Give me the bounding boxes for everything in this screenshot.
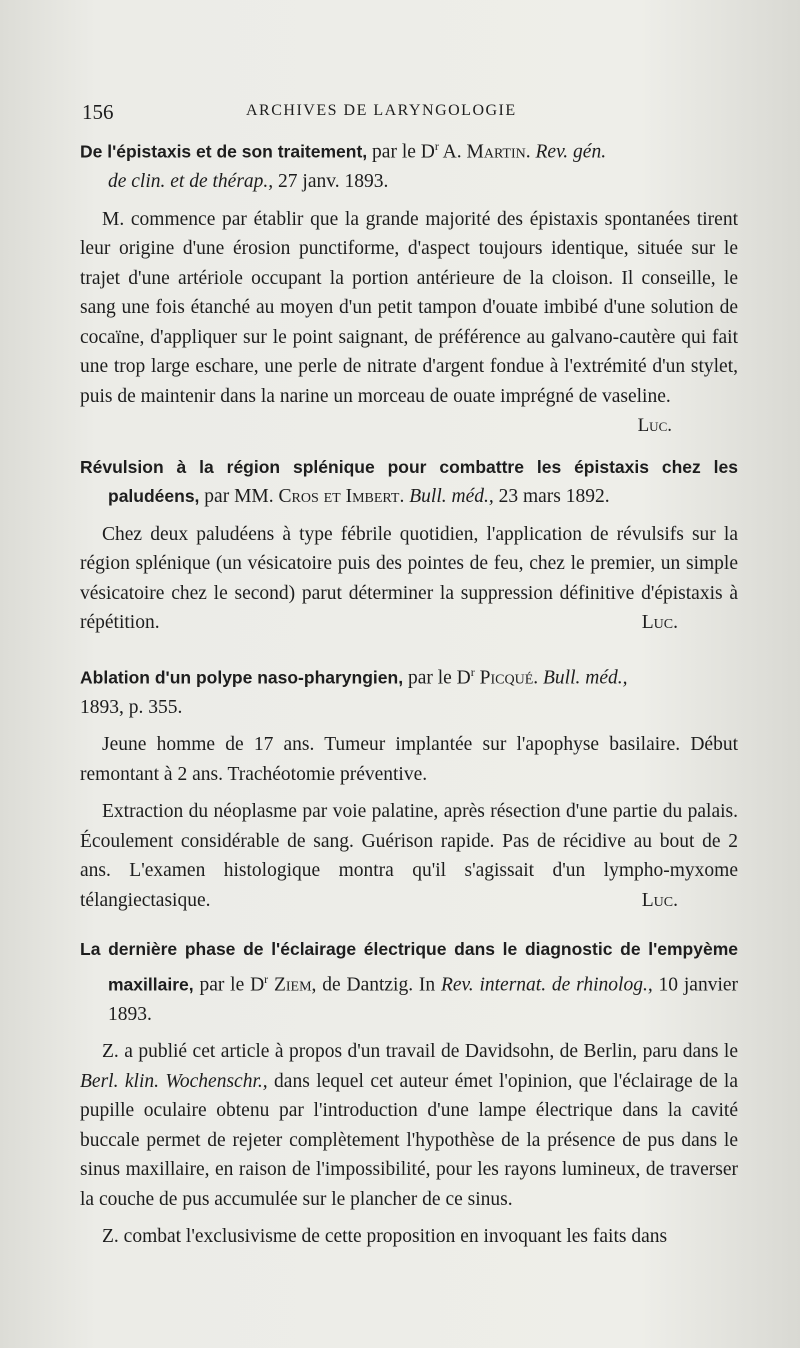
entry-paragraph: Jeune homme de 17 ans. Tumeur implantée sur l'apophyse basilaire. Début remontant à 2 ans. Trachéotomie préventive. — [80, 734, 738, 785]
entry-author: Picqué. — [474, 667, 539, 688]
entry-paragraph: M. commence par établir que la grande majorité des épistaxis spontanées tirent leur origine d'une érosion punctiforme, d'aspect toujours identique, située sur le trajet d'une artériole occupant la portion antérieure de la cloison. Il conseille, le sang une fois étanché au moyen d'un petit tampon d'ouate imbibé d'une solution de cocaïne, d'appliquer sur le point saignant, de préférence au galvano-cautère qui fait une trop large eschare, une perle de nitrate d'argent fondue à l'extrémité d'un stylet, puis de maintenir dans la narine un morceau de ouate imprégné de vaseline. — [80, 208, 738, 407]
entry-source: Rev. gén. — [530, 141, 607, 163]
entry-paragraph-text: Chez deux paludéens à type fébrile quotidien, l'application de révulsifs sur la région splénique (un vésicatoire puis des pointes de feu, chez le premier, un simple vésicatoire chez le second) parut déterminer la suppression définitive d'épistaxis à répétition. — [80, 523, 738, 633]
cited-journal: Berl. klin. Wochenschr., — [80, 1070, 268, 1092]
entry-epistaxis-treatment — [80, 132, 738, 441]
entry-source-cont: de clin. et de thérap., — [108, 171, 274, 192]
entry-paragraph — [80, 520, 738, 638]
entry-paragraph-text-cont: dans lequel cet auteur émet l'opinion, que l'éclairage de la pupille oculaire obtenu par l'introduction d'une lampe électrique dans la cavité buccale permet de rejeter complètement l'hypothèse de la présence de pus dans le sinus maxillaire, en raison de l'impossibilité, pour les rayons lumineux, de traverser la couche de pus accumulée sur le plancher de ce sinus. — [80, 1070, 739, 1210]
page-number: 156 — [82, 100, 114, 124]
entry-source: Bull. méd., — [404, 486, 494, 507]
entry-title-cont: 1893, p. 355. — [80, 696, 183, 718]
entry-author: Cros et Imbert. — [273, 486, 405, 507]
entry-title-sup: r — [434, 139, 439, 153]
entry-signature: Luc. — [641, 889, 678, 911]
entry-title — [80, 453, 738, 512]
entry-date: 23 mars 1892. — [493, 486, 610, 507]
entry-place: de Dantzig. In — [316, 974, 436, 995]
entry-nasopharyngeal-polyp — [80, 658, 738, 916]
entry-title-bold: La dernière phase de l'éclairage électrique dans le diagnostic de l'empyème maxillaire, — [80, 939, 738, 994]
entry-date: 27 janv. 1893. — [273, 171, 389, 192]
entry-title-bold: Révulsion à la région splénique pour combattre les épistaxis chez les paludéens, — [80, 456, 738, 506]
entry-paragraph — [80, 797, 738, 915]
entry-paragraph-text: Extraction du néoplasme par voie palatine, après résection d'une partie du palais. Écoulement considérable de sang. Guérison rapide. Pas de récidive au bout de 2 ans. L'examen histologique montra qu'il s'agissait d'un lympho-myxome télangiectasique. — [80, 801, 738, 911]
entry-title — [80, 935, 738, 1029]
entry-splenic-revulsion — [80, 453, 738, 638]
entry-author: A. Martin. — [438, 141, 531, 163]
entry-title-by: par le D — [193, 974, 265, 995]
entry-source: Rev. internat. de rhinolog., — [435, 974, 653, 995]
entry-source: Bull. méd., — [538, 667, 628, 688]
entry-paragraph: Z. combat l'exclusivisme de cette proposition en invoquant les faits dans — [102, 1226, 668, 1247]
entry-title-sup: r — [264, 971, 269, 986]
entry-title — [80, 132, 738, 197]
entry-title-sup: r — [470, 664, 475, 679]
entry-author: Ziem, — [268, 974, 317, 995]
running-head — [80, 92, 738, 132]
entry-signature: Luc. — [637, 415, 672, 436]
entry-signature: Luc. — [641, 612, 678, 633]
entry-paragraph — [80, 1037, 738, 1214]
entry-paragraph-text: Z. a publié cet article à propos d'un travail de Davidsohn, de Berlin, paru dans le — [102, 1041, 738, 1062]
entry-title-bold: De l'épistaxis et de son traitement, — [80, 141, 368, 162]
entry-title — [80, 658, 738, 693]
journal-title: ARCHIVES DE LARYNGOLOGIE — [246, 102, 517, 119]
entry-title-by: par le D — [403, 667, 471, 688]
entry-date: 10 janvier 1893. — [108, 974, 739, 1025]
entry-title-by: par MM. — [199, 486, 274, 507]
entry-title-bold: Ablation d'un polype naso-pharyngien, — [80, 667, 404, 687]
entry-electric-lighting — [80, 935, 738, 1252]
entry-title-by: par le D — [367, 141, 435, 163]
